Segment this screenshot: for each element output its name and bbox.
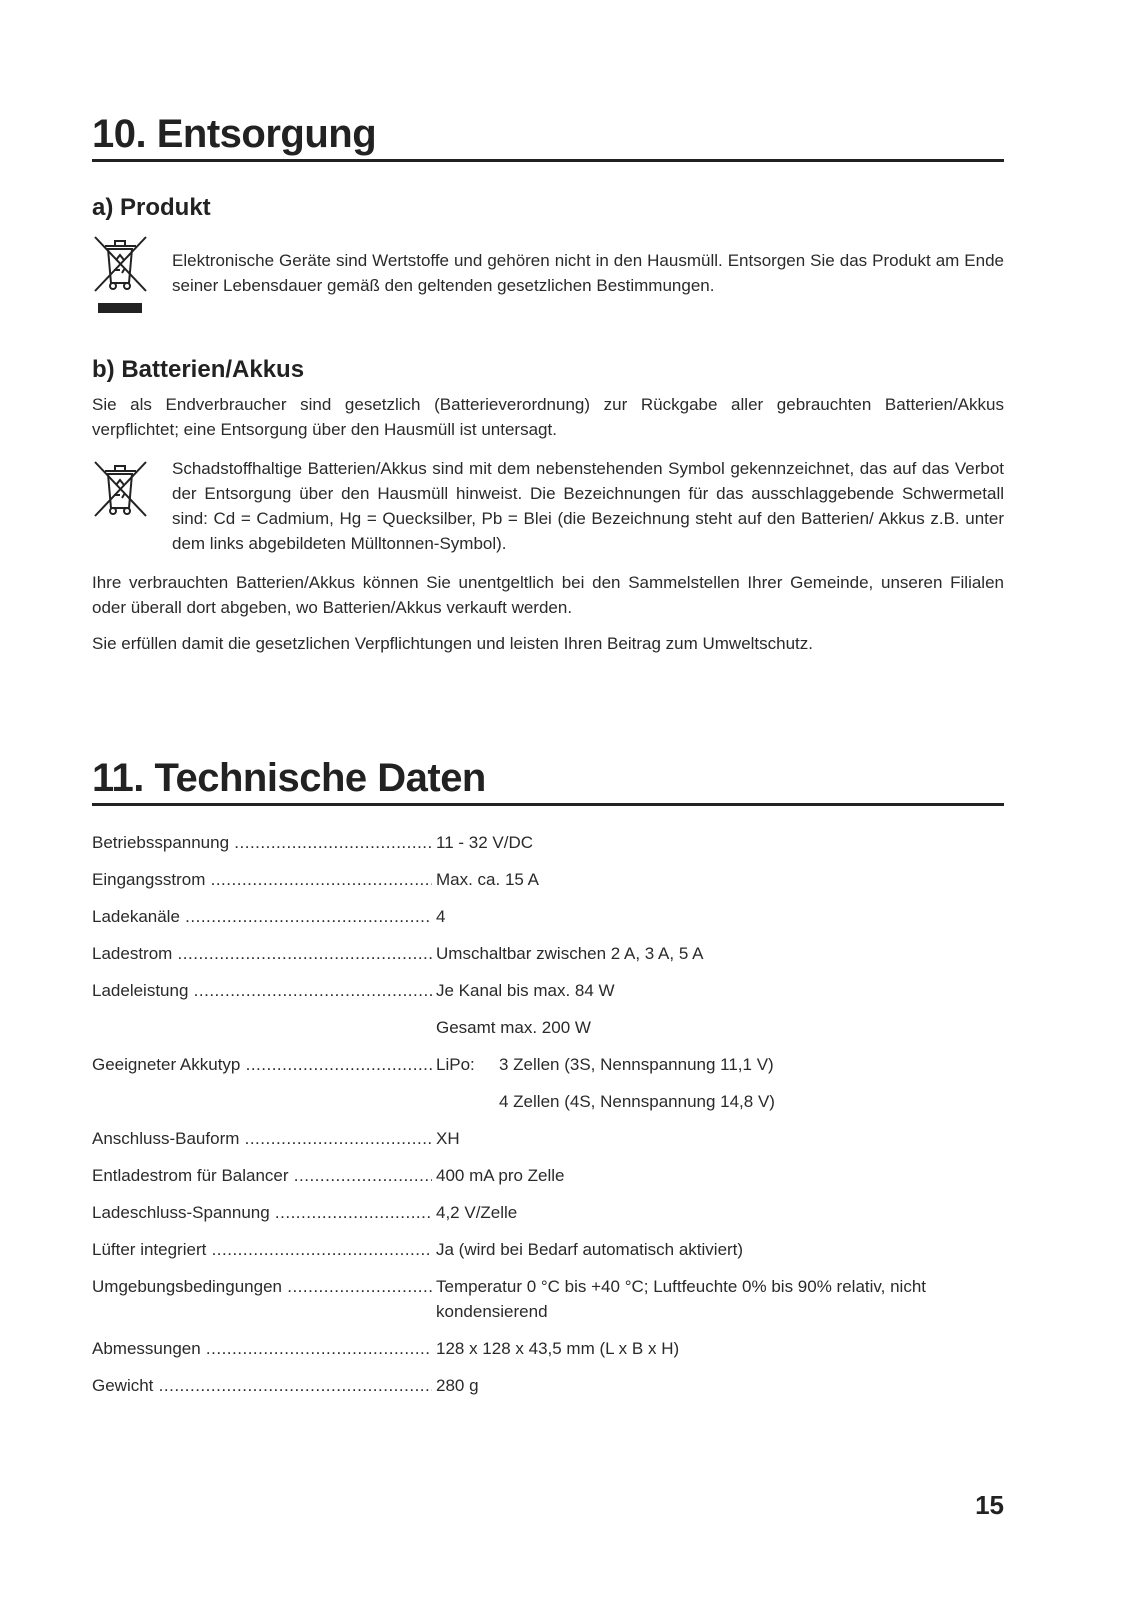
manual-page <box>92 0 1004 1601</box>
tech-value: 11 - 32 V/DC <box>436 830 1004 855</box>
tech-label: Anschluss-Bauform ..... <box>92 1126 432 1151</box>
tech-row <box>92 1163 1004 1188</box>
crossed-out-wheelie-bin-icon <box>92 458 150 520</box>
batterien-symbol-text: Schadstoffhaltige Batterien/Akkus sind mit dem nebenstehenden Symbol gekennzeichnet, das auf das Verbot der Entsorgung über den Hausmüll hinweist. Die Bezeichnungen für das ausschlaggebende Schwermetall sind: Cd = Cadmium, Hg = Quecksilber, Pb = Blei (die Bezeichnung steht auf den Batterien/ Akkus z.B. unter dem links abgebildeten Mülltonnen-Symbol). <box>172 459 1004 553</box>
tech-value-sub: 3 Zellen (3S, Nennspannung 11,1 V) <box>499 1055 774 1074</box>
tech-value: Temperatur 0 °C bis +40 °C; Luftfeuchte 0% bis 90% relativ, nicht kondensierend <box>436 1274 956 1324</box>
tech-value: 4 <box>436 904 1004 929</box>
tech-row <box>92 867 1004 892</box>
tech-value: 128 x 128 x 43,5 mm (L x B x H) <box>436 1336 1004 1361</box>
tech-row <box>92 1126 1004 1151</box>
tech-row <box>92 830 1004 855</box>
batterien-return-text: Ihre verbrauchten Batterien/Akkus können Sie unentgeltlich bei den Sammelstellen Ihrer Gemeinde, unseren Filialen oder überall dort abgeben, wo Batterien/Akkus verkauft werden. <box>92 573 1004 617</box>
tech-value: Umschaltbar zwischen 2 A, 3 A, 5 A <box>436 941 1004 966</box>
produkt-heading: a) Produkt <box>92 194 211 221</box>
tech-value: Ja (wird bei Bedarf automatisch aktiviert) <box>436 1237 1004 1262</box>
tech-value: 4,2 V/Zelle <box>436 1200 1004 1225</box>
tech-value: Gesamt max. 200 W <box>436 1015 1004 1040</box>
tech-value <box>436 1052 1004 1077</box>
batterien-closing-text: Sie erfüllen damit die gesetzlichen Verpflichtungen und leisten Ihren Beitrag zum Umweltschutz. <box>92 634 813 653</box>
section-11-title: 11. Technische Daten <box>92 755 1004 806</box>
tech-label: Betriebsspannung ..... <box>92 830 432 855</box>
tech-value: XH <box>436 1126 1004 1151</box>
tech-label: Gewicht ..... <box>92 1373 432 1398</box>
tech-row <box>92 904 1004 929</box>
tech-value-sub: 4 Zellen (4S, Nennspannung 14,8 V) <box>499 1092 775 1111</box>
tech-value-type: LiPo: <box>436 1055 475 1074</box>
tech-row <box>92 1274 1004 1324</box>
tech-label: Umgebungsbedingungen ..... <box>92 1274 432 1299</box>
tech-row <box>92 1052 1004 1077</box>
tech-value: 280 g <box>436 1373 1004 1398</box>
batterien-heading: b) Batterien/Akkus <box>92 356 305 383</box>
tech-label: Ladeschluss-Spannung ..... <box>92 1200 432 1225</box>
tech-label: Entladestrom für Balancer ..... <box>92 1163 432 1188</box>
tech-row <box>92 1237 1004 1262</box>
section-10-title: 10. Entsorgung <box>92 111 1004 162</box>
page-number: 15 <box>975 1490 1004 1520</box>
tech-label: Ladeleistung ..... <box>92 978 432 1003</box>
batterien-intro: Sie als Endverbraucher sind gesetzlich (Batterieverordnung) zur Rückgabe aller gebrauchten Batterien/Akkus verpflichtet; eine Entsorgung über den Hausmüll ist untersagt. <box>92 395 1004 439</box>
tech-row <box>92 1373 1004 1398</box>
tech-value: Je Kanal bis max. 84 W <box>436 978 1004 1003</box>
tech-value: 400 mA pro Zelle <box>436 1163 1004 1188</box>
tech-value: Max. ca. 15 A <box>436 867 1004 892</box>
tech-row <box>92 978 1004 1003</box>
tech-label: Eingangsstrom ..... <box>92 867 432 892</box>
tech-label: Abmessungen ..... <box>92 1336 432 1361</box>
tech-row <box>92 941 1004 966</box>
tech-label: Ladekanäle ..... <box>92 904 432 929</box>
tech-label: Lüfter integriert ..... <box>92 1237 432 1262</box>
tech-label: Ladestrom ..... <box>92 941 432 966</box>
tech-row <box>92 1015 1004 1040</box>
crossed-out-wheelie-bin-icon <box>92 233 150 317</box>
tech-row <box>92 1089 1004 1114</box>
tech-label: Geeigneter Akkutyp ..... <box>92 1052 432 1077</box>
tech-row <box>92 1336 1004 1361</box>
produkt-text: Elektronische Geräte sind Wertstoffe und gehören nicht in den Hausmüll. Entsorgen Sie das Produkt am Ende seiner Lebensdauer gemäß den geltenden gesetzlichen Bestimmungen. <box>172 251 1004 295</box>
tech-row <box>92 1200 1004 1225</box>
